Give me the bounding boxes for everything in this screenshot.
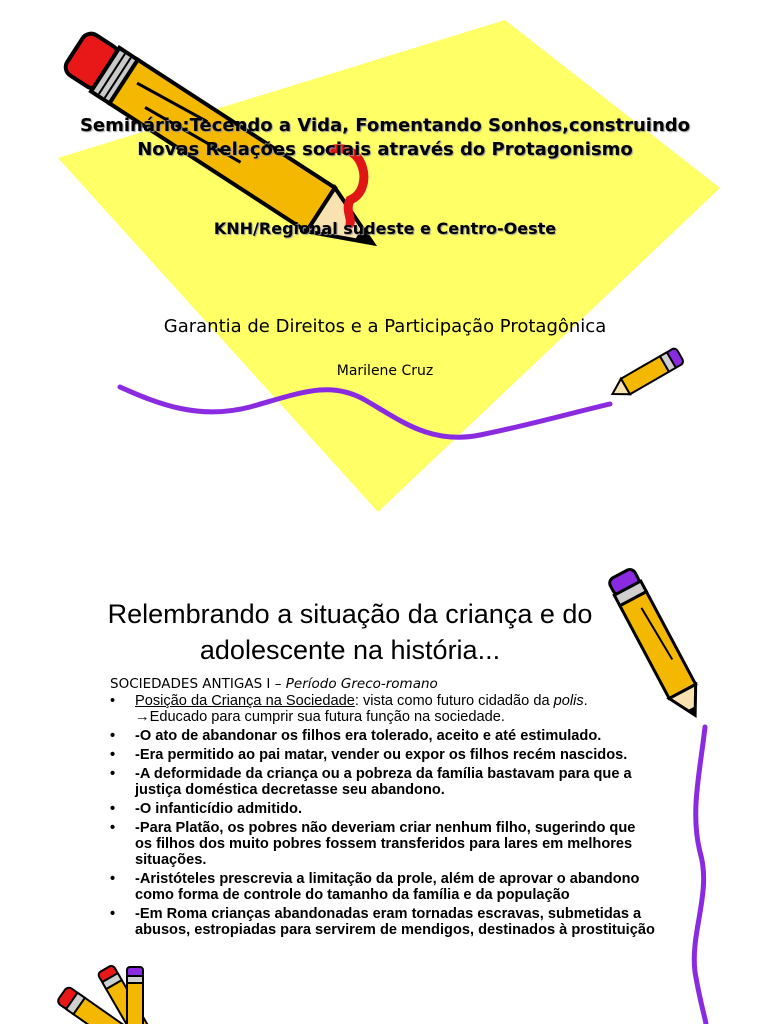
polis-word: polis [553, 693, 584, 709]
bullet-icon: • [110, 693, 116, 709]
list-item [110, 728, 655, 744]
list-item-text: -A deformidade da criança ou a pobreza da família bastavam para que a justiça doméstica decretasse seu abandono. [135, 766, 632, 798]
slide-heading: Relembrando a situação da criança e do adolescente na história... [107, 599, 593, 665]
bullet-icon: • [110, 766, 116, 782]
bottom-left-pencil-icon-3 [127, 967, 143, 1024]
bullet-icon: • [110, 871, 116, 887]
section-title [110, 676, 438, 692]
list-item-text: -Em Roma crianças abandonadas eram tornadas escravas, submetidas a abusos, estropiadas para servirem de mendigos, destinados à prostituição [135, 906, 655, 938]
right-purple-squiggle [694, 727, 706, 1024]
list-item [110, 747, 655, 763]
bullet-icon: • [110, 728, 116, 744]
position-tail: . →Educado para cumprir sua futura função na sociedade. [135, 693, 588, 725]
list-item-text: -O ato de abandonar os filhos era tolerado, aceito e até estimulado. [135, 728, 602, 744]
organization-name: KNH/Regional sudeste e Centro-Oeste [213, 219, 557, 238]
bullet-icon: • [110, 747, 116, 763]
bullet-icon: • [110, 801, 116, 817]
bullet-icon: • [110, 820, 116, 836]
author-name: Marilene Cruz [336, 363, 434, 379]
list-item-text: -Para Platão, os pobres não deveriam criar nenhum filho, sugerindo que os filhos dos muito pobres fossem transferidos para lares em melhores situações. [135, 820, 636, 868]
list-item [110, 906, 655, 938]
seminar-title: Seminário:Tecendo a Vida, Fomentando Sonhos,construindo Novas Relações sociais através do Protagonismo [79, 115, 691, 160]
bullet-icon: • [110, 906, 116, 922]
bullet-list [110, 693, 655, 941]
position-label: Posição da Criança na Sociedade [135, 693, 355, 709]
position-text: : vista como futuro cidadão da [354, 693, 554, 709]
list-item-text: -Aristóteles prescrevia a limitação da prole, além de aprovar o abandono como forma de controle do tamanho da família e da população [135, 871, 640, 903]
section-period: Período Greco-romano [285, 676, 438, 692]
list-item-text: -Era permitido ao pai matar, vender ou expor os filhos recém nascidos. [135, 747, 628, 763]
content-slide [0, 512, 768, 1024]
list-item [110, 871, 655, 903]
list-item [110, 693, 655, 725]
list-item [110, 801, 655, 817]
presentation-subtitle: Garantia de Direitos e a Participação Protagônica [163, 316, 607, 337]
list-item [110, 820, 655, 868]
list-item [110, 766, 655, 798]
list-item-text: -O infanticídio admitido. [135, 801, 303, 817]
section-title-text: SOCIEDADES ANTIGAS I – [110, 676, 286, 692]
